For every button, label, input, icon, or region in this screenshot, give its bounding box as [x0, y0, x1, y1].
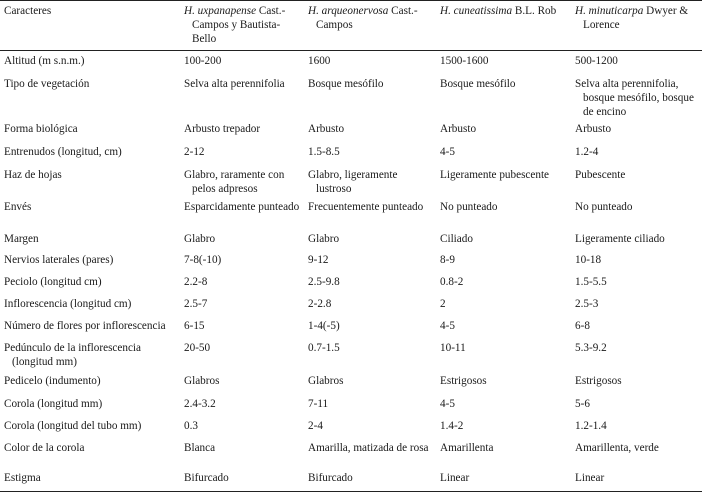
value-cell: Estrigosos: [575, 374, 622, 387]
value-cell: 6-8: [575, 319, 590, 332]
value-cell: 10-18: [575, 253, 602, 266]
row-label-cell: Nervios laterales (pares): [4, 253, 114, 266]
value-cell: Ligeramente ciliado: [575, 232, 665, 245]
header-species-1: [180, 1, 304, 51]
value-cell: Glabro: [184, 232, 216, 245]
row-label-cell: Entrenudos (longitud, cm): [4, 145, 122, 158]
value-cell: Arbusto: [440, 122, 477, 135]
value-cell: 1600: [308, 55, 331, 67]
value-cell: 2.4-3.2: [184, 397, 216, 410]
table-row: [0, 371, 702, 394]
table-row: [0, 229, 702, 250]
value-cell: 7-8(-10): [184, 253, 222, 266]
value-cell: 0.8-2: [440, 275, 464, 288]
value-cell: Ciliado: [440, 232, 473, 245]
row-label-cell: Altitud (m s.n.m.): [4, 55, 85, 67]
value-cell: 7-11: [308, 397, 329, 410]
value-cell: 8-9: [440, 253, 455, 266]
value-cell: 4-5: [440, 319, 455, 332]
value-cell: Glabros: [308, 374, 344, 387]
value-cell: 2.5-3: [575, 297, 599, 310]
value-cell: 9-12: [308, 253, 329, 266]
value-cell: 2-4: [308, 419, 323, 432]
table-row: [0, 294, 702, 316]
value-cell: Blanca: [184, 441, 216, 454]
value-cell: Pubescente: [575, 168, 626, 181]
row-label-cell: Pedúnculo de la inflorescencia (longitud mm): [4, 341, 141, 368]
value-cell: Ligeramente pubescente: [440, 168, 550, 181]
species-name: H. cuneatissima: [440, 5, 513, 17]
header-species-3: [436, 1, 571, 51]
value-cell: 1.4-2: [440, 419, 464, 432]
table-row: [0, 316, 702, 338]
value-cell: Arbusto: [575, 122, 612, 135]
header-species-4: [571, 1, 702, 51]
value-cell: Bifurcado: [304, 468, 436, 492]
value-cell: No punteado: [440, 200, 498, 213]
header-characters: Caracteres: [0, 1, 180, 51]
value-cell: Glabro, ligeramente lustroso: [308, 168, 398, 195]
table-row: [0, 119, 702, 142]
value-cell: Estrigosos: [440, 374, 487, 387]
value-cell: Bosque mesófilo: [440, 77, 516, 90]
value-cell: 100-200: [184, 55, 222, 67]
value-cell: Arbusto trepador: [184, 122, 261, 135]
species-author: Cast.-Campos y Bautista-Bello: [192, 5, 286, 45]
value-cell: 2.5-7: [184, 297, 208, 310]
value-cell: 4-5: [440, 397, 455, 410]
row-label-cell: Peciolo (longitud cm): [4, 275, 102, 288]
table-row: [0, 272, 702, 294]
table-row: [0, 74, 702, 119]
value-cell: 0.3: [184, 419, 198, 432]
species-author: Dwyer & Lorence: [583, 5, 689, 31]
value-cell: 0.7-1.5: [308, 341, 340, 354]
table-row: [0, 51, 702, 74]
row-label-cell: Pedicelo (indumento): [4, 374, 101, 387]
value-cell: 1.2-4: [575, 145, 599, 158]
species-author: B.L. Rob: [512, 5, 557, 17]
row-label-cell: Número de flores por inflorescencia: [4, 319, 166, 332]
value-cell: Amarillenta, verde: [575, 441, 659, 454]
row-label-cell: Envés: [4, 200, 32, 213]
table-row: [0, 165, 702, 197]
table-row: [0, 438, 702, 468]
row-label-cell: Forma biológica: [4, 122, 78, 135]
value-cell: 1-4(-5): [308, 319, 340, 332]
species-name: H. arqueonervosa: [308, 5, 389, 17]
table-body: [0, 51, 702, 492]
value-cell: 2-2.8: [308, 297, 332, 310]
value-cell: 1.2-1.4: [575, 419, 607, 432]
row-label-cell: Corola (longitud mm): [4, 397, 103, 410]
value-cell: 1.5-8.5: [308, 145, 340, 158]
table-row: [0, 468, 702, 492]
value-cell: Selva alta perennifolia, bosque mesófilo, bosque de encino: [575, 77, 694, 118]
header-row: [0, 1, 702, 51]
value-cell: 1.5-5.5: [575, 275, 607, 288]
value-cell: Linear: [436, 468, 571, 492]
value-cell: 20-50: [184, 341, 211, 354]
value-cell: Glabro, raramente con pelos adpresos: [184, 168, 285, 195]
species-author: Cast.-Campos: [316, 5, 418, 31]
species-name: H. minuticarpa: [575, 5, 644, 17]
table-row: [0, 197, 702, 229]
value-cell: 10-11: [440, 341, 466, 354]
table-row: [0, 142, 702, 165]
row-label-cell: Inflorescencia (longitud cm): [4, 297, 132, 310]
value-cell: Esparcidamente punteado: [184, 200, 300, 213]
species-name: H. uxpanapense: [184, 5, 257, 17]
value-cell: 5-6: [575, 397, 590, 410]
value-cell: Glabros: [184, 374, 220, 387]
value-cell: Amarilla, matizada de rosa: [308, 441, 429, 454]
value-cell: 500-1200: [575, 55, 618, 67]
table-row: [0, 250, 702, 272]
value-cell: 4-5: [440, 145, 455, 158]
value-cell: 1500-1600: [440, 55, 489, 67]
table-row: [0, 416, 702, 438]
row-label-cell: Margen: [4, 232, 39, 245]
row-label-cell: Tipo de vegetación: [4, 77, 90, 90]
value-cell: Bosque mesófilo: [308, 77, 384, 90]
header-species-2: [304, 1, 436, 51]
value-cell: 2.5-9.8: [308, 275, 340, 288]
value-cell: Bifurcado: [180, 468, 304, 492]
value-cell: Glabro: [308, 232, 340, 245]
value-cell: 2: [440, 297, 446, 310]
value-cell: Amarillenta: [440, 441, 494, 454]
value-cell: Linear: [571, 468, 702, 492]
row-label-cell: Estigma: [0, 468, 180, 492]
value-cell: Arbusto: [308, 122, 345, 135]
row-label-cell: Haz de hojas: [4, 168, 62, 181]
row-label-cell: Corola (longitud del tubo mm): [4, 419, 142, 432]
row-label-cell: Color de la corola: [4, 441, 85, 454]
table-row: [0, 394, 702, 416]
value-cell: 5.3-9.2: [575, 341, 607, 354]
value-cell: No punteado: [575, 200, 633, 213]
value-cell: 2.2-8: [184, 275, 208, 288]
value-cell: Frecuentemente punteado: [308, 200, 424, 213]
value-cell: 6-15: [184, 319, 205, 332]
table-row: [0, 338, 702, 371]
value-cell: Selva alta perennifolia: [184, 77, 285, 90]
value-cell: 2-12: [184, 145, 205, 158]
